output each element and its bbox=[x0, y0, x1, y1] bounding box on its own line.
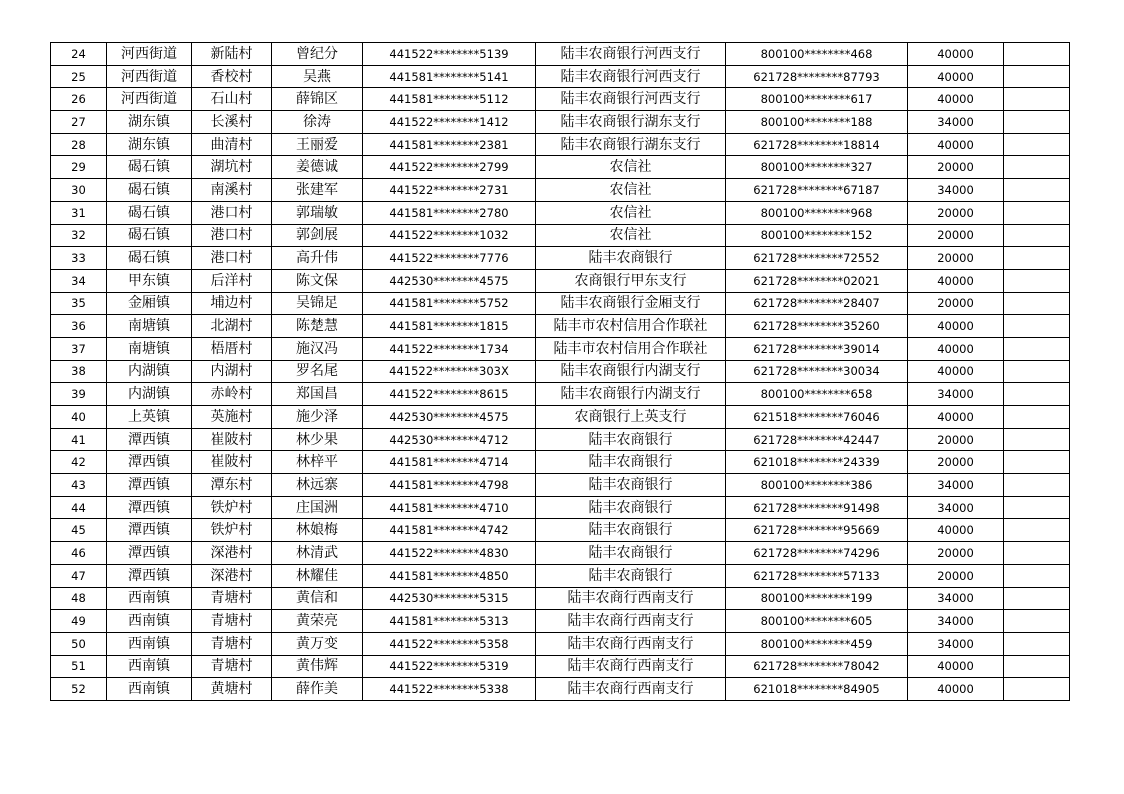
row-index-cell[interactable]: 26 bbox=[51, 88, 107, 111]
town-cell[interactable]: 南塘镇 bbox=[107, 337, 192, 360]
table-row bbox=[51, 179, 1070, 202]
id-number-cell[interactable]: 441581********4710 bbox=[363, 496, 536, 519]
village-cell[interactable]: 后洋村 bbox=[192, 269, 272, 292]
id-number-cell[interactable]: 441581********5752 bbox=[363, 292, 536, 315]
amount-cell[interactable]: 34000 bbox=[908, 496, 1004, 519]
bank-cell[interactable]: 农信社 bbox=[536, 179, 726, 202]
note-cell[interactable] bbox=[1004, 655, 1070, 678]
id-number-cell[interactable]: 441581********4742 bbox=[363, 519, 536, 542]
village-cell[interactable]: 石山村 bbox=[192, 88, 272, 111]
village-cell[interactable]: 南溪村 bbox=[192, 179, 272, 202]
note-cell[interactable] bbox=[1004, 337, 1070, 360]
town-cell[interactable]: 碣石镇 bbox=[107, 224, 192, 247]
town-cell[interactable]: 碣石镇 bbox=[107, 247, 192, 270]
table-row bbox=[51, 564, 1070, 587]
account-cell[interactable]: 621728********39014 bbox=[726, 337, 908, 360]
name-cell[interactable]: 吴燕 bbox=[272, 65, 363, 88]
town-cell[interactable]: 潭西镇 bbox=[107, 451, 192, 474]
row-index-cell[interactable]: 24 bbox=[51, 43, 107, 66]
account-cell[interactable]: 800100********968 bbox=[726, 201, 908, 224]
amount-cell[interactable]: 40000 bbox=[908, 88, 1004, 111]
amount-cell[interactable]: 34000 bbox=[908, 383, 1004, 406]
name-cell[interactable]: 陈楚慧 bbox=[272, 315, 363, 338]
table-row bbox=[51, 337, 1070, 360]
row-index-cell[interactable]: 38 bbox=[51, 360, 107, 383]
amount-cell[interactable]: 34000 bbox=[908, 179, 1004, 202]
note-cell[interactable] bbox=[1004, 360, 1070, 383]
village-cell[interactable]: 青塘村 bbox=[192, 587, 272, 610]
table-row bbox=[51, 587, 1070, 610]
amount-cell[interactable]: 40000 bbox=[908, 133, 1004, 156]
bank-cell[interactable]: 陆丰农商银行内湖支行 bbox=[536, 360, 726, 383]
note-cell[interactable] bbox=[1004, 542, 1070, 565]
row-index-cell[interactable]: 52 bbox=[51, 678, 107, 701]
village-cell[interactable]: 潭东村 bbox=[192, 474, 272, 497]
town-cell[interactable]: 河西街道 bbox=[107, 43, 192, 66]
village-cell[interactable]: 港口村 bbox=[192, 224, 272, 247]
village-cell[interactable]: 英施村 bbox=[192, 406, 272, 429]
table-row bbox=[51, 678, 1070, 701]
bank-cell[interactable]: 陆丰市农村信用合作联社 bbox=[536, 337, 726, 360]
note-cell[interactable] bbox=[1004, 269, 1070, 292]
table-row bbox=[51, 247, 1070, 270]
note-cell[interactable] bbox=[1004, 65, 1070, 88]
amount-cell[interactable]: 40000 bbox=[908, 337, 1004, 360]
note-cell[interactable] bbox=[1004, 632, 1070, 655]
bank-cell[interactable]: 陆丰农商银行湖东支行 bbox=[536, 111, 726, 134]
bank-cell[interactable]: 陆丰农商银行河西支行 bbox=[536, 65, 726, 88]
bank-cell[interactable]: 陆丰农商行西南支行 bbox=[536, 655, 726, 678]
town-cell[interactable]: 潭西镇 bbox=[107, 564, 192, 587]
amount-cell[interactable]: 40000 bbox=[908, 360, 1004, 383]
id-number-cell[interactable]: 441522********2731 bbox=[363, 179, 536, 202]
id-number-cell[interactable]: 441522********5319 bbox=[363, 655, 536, 678]
name-cell[interactable]: 曾纪分 bbox=[272, 43, 363, 66]
amount-cell[interactable]: 34000 bbox=[908, 632, 1004, 655]
town-cell[interactable]: 内湖镇 bbox=[107, 360, 192, 383]
town-cell[interactable]: 潭西镇 bbox=[107, 474, 192, 497]
name-cell[interactable]: 林清武 bbox=[272, 542, 363, 565]
village-cell[interactable]: 铁炉村 bbox=[192, 496, 272, 519]
name-cell[interactable]: 郑国昌 bbox=[272, 383, 363, 406]
name-cell[interactable]: 林远寨 bbox=[272, 474, 363, 497]
table-row bbox=[51, 65, 1070, 88]
id-number-cell[interactable]: 441581********2381 bbox=[363, 133, 536, 156]
row-index-cell[interactable]: 36 bbox=[51, 315, 107, 338]
town-cell[interactable]: 西南镇 bbox=[107, 610, 192, 633]
account-cell[interactable]: 621728********42447 bbox=[726, 428, 908, 451]
table-row bbox=[51, 292, 1070, 315]
village-cell[interactable]: 港口村 bbox=[192, 201, 272, 224]
row-index-cell[interactable]: 44 bbox=[51, 496, 107, 519]
note-cell[interactable] bbox=[1004, 406, 1070, 429]
id-number-cell[interactable]: 441522********5338 bbox=[363, 678, 536, 701]
table-row bbox=[51, 111, 1070, 134]
row-index-cell[interactable]: 33 bbox=[51, 247, 107, 270]
village-cell[interactable]: 深港村 bbox=[192, 542, 272, 565]
table-row bbox=[51, 360, 1070, 383]
account-cell[interactable]: 621728********72552 bbox=[726, 247, 908, 270]
note-cell[interactable] bbox=[1004, 587, 1070, 610]
village-cell[interactable]: 黄塘村 bbox=[192, 678, 272, 701]
town-cell[interactable]: 碣石镇 bbox=[107, 156, 192, 179]
id-number-cell[interactable]: 441581********4714 bbox=[363, 451, 536, 474]
village-cell[interactable]: 新陆村 bbox=[192, 43, 272, 66]
row-index-cell[interactable]: 32 bbox=[51, 224, 107, 247]
amount-cell[interactable]: 40000 bbox=[908, 315, 1004, 338]
name-cell[interactable]: 王丽爱 bbox=[272, 133, 363, 156]
amount-cell[interactable]: 40000 bbox=[908, 406, 1004, 429]
note-cell[interactable] bbox=[1004, 610, 1070, 633]
village-cell[interactable]: 埔边村 bbox=[192, 292, 272, 315]
id-number-cell[interactable]: 441581********5141 bbox=[363, 65, 536, 88]
note-cell[interactable] bbox=[1004, 247, 1070, 270]
village-cell[interactable]: 崔陂村 bbox=[192, 451, 272, 474]
amount-cell[interactable]: 40000 bbox=[908, 655, 1004, 678]
row-index-cell[interactable]: 37 bbox=[51, 337, 107, 360]
bank-cell[interactable]: 陆丰农商银行 bbox=[536, 451, 726, 474]
village-cell[interactable]: 铁炉村 bbox=[192, 519, 272, 542]
id-number-cell[interactable]: 442530********5315 bbox=[363, 587, 536, 610]
name-cell[interactable]: 施少泽 bbox=[272, 406, 363, 429]
bank-cell[interactable]: 陆丰农商银行河西支行 bbox=[536, 43, 726, 66]
amount-cell[interactable]: 20000 bbox=[908, 156, 1004, 179]
name-cell[interactable]: 吴锦足 bbox=[272, 292, 363, 315]
bank-cell[interactable]: 陆丰农商银行 bbox=[536, 474, 726, 497]
bank-cell[interactable]: 陆丰农商银行 bbox=[536, 496, 726, 519]
id-number-cell[interactable]: 441581********2780 bbox=[363, 201, 536, 224]
row-index-cell[interactable]: 40 bbox=[51, 406, 107, 429]
row-index-cell[interactable]: 46 bbox=[51, 542, 107, 565]
note-cell[interactable] bbox=[1004, 43, 1070, 66]
id-number-cell[interactable]: 441581********4850 bbox=[363, 564, 536, 587]
note-cell[interactable] bbox=[1004, 315, 1070, 338]
account-cell[interactable]: 621728********30034 bbox=[726, 360, 908, 383]
note-cell[interactable] bbox=[1004, 292, 1070, 315]
row-index-cell[interactable]: 28 bbox=[51, 133, 107, 156]
table-row bbox=[51, 542, 1070, 565]
row-index-cell[interactable]: 43 bbox=[51, 474, 107, 497]
id-number-cell[interactable]: 441522********5139 bbox=[363, 43, 536, 66]
amount-cell[interactable]: 20000 bbox=[908, 247, 1004, 270]
name-cell[interactable]: 徐涛 bbox=[272, 111, 363, 134]
amount-cell[interactable]: 40000 bbox=[908, 678, 1004, 701]
account-cell[interactable]: 621728********02021 bbox=[726, 269, 908, 292]
town-cell[interactable]: 潭西镇 bbox=[107, 496, 192, 519]
name-cell[interactable]: 薛锦区 bbox=[272, 88, 363, 111]
amount-cell[interactable]: 20000 bbox=[908, 224, 1004, 247]
account-cell[interactable]: 621018********24339 bbox=[726, 451, 908, 474]
id-number-cell[interactable]: 442530********4575 bbox=[363, 406, 536, 429]
name-cell[interactable]: 陈文保 bbox=[272, 269, 363, 292]
table-row bbox=[51, 383, 1070, 406]
town-cell[interactable]: 河西街道 bbox=[107, 65, 192, 88]
town-cell[interactable]: 碣石镇 bbox=[107, 179, 192, 202]
account-cell[interactable]: 800100********658 bbox=[726, 383, 908, 406]
note-cell[interactable] bbox=[1004, 451, 1070, 474]
bank-cell[interactable]: 陆丰农商银行 bbox=[536, 542, 726, 565]
town-cell[interactable]: 湖东镇 bbox=[107, 111, 192, 134]
table-row bbox=[51, 428, 1070, 451]
village-cell[interactable]: 内湖村 bbox=[192, 360, 272, 383]
note-cell[interactable] bbox=[1004, 201, 1070, 224]
table-row bbox=[51, 269, 1070, 292]
town-cell[interactable]: 南塘镇 bbox=[107, 315, 192, 338]
table-row bbox=[51, 406, 1070, 429]
bank-cell[interactable]: 陆丰农商银行河西支行 bbox=[536, 88, 726, 111]
village-cell[interactable]: 青塘村 bbox=[192, 655, 272, 678]
bank-cell[interactable]: 农信社 bbox=[536, 156, 726, 179]
amount-cell[interactable]: 40000 bbox=[908, 269, 1004, 292]
amount-cell[interactable]: 40000 bbox=[908, 43, 1004, 66]
village-cell[interactable]: 港口村 bbox=[192, 247, 272, 270]
town-cell[interactable]: 西南镇 bbox=[107, 587, 192, 610]
account-cell[interactable]: 800100********327 bbox=[726, 156, 908, 179]
name-cell[interactable]: 黄伟辉 bbox=[272, 655, 363, 678]
row-index-cell[interactable]: 31 bbox=[51, 201, 107, 224]
table-row bbox=[51, 88, 1070, 111]
amount-cell[interactable]: 34000 bbox=[908, 111, 1004, 134]
row-index-cell[interactable]: 41 bbox=[51, 428, 107, 451]
row-index-cell[interactable]: 45 bbox=[51, 519, 107, 542]
id-number-cell[interactable]: 441581********5313 bbox=[363, 610, 536, 633]
amount-cell[interactable]: 20000 bbox=[908, 428, 1004, 451]
name-cell[interactable]: 林耀佳 bbox=[272, 564, 363, 587]
bank-cell[interactable]: 陆丰农商行西南支行 bbox=[536, 610, 726, 633]
bank-cell[interactable]: 陆丰农商行西南支行 bbox=[536, 678, 726, 701]
town-cell[interactable]: 上英镇 bbox=[107, 406, 192, 429]
town-cell[interactable]: 河西街道 bbox=[107, 88, 192, 111]
id-number-cell[interactable]: 441522********5358 bbox=[363, 632, 536, 655]
row-index-cell[interactable]: 50 bbox=[51, 632, 107, 655]
name-cell[interactable]: 罗名尾 bbox=[272, 360, 363, 383]
account-cell[interactable]: 800100********605 bbox=[726, 610, 908, 633]
village-cell[interactable]: 湖坑村 bbox=[192, 156, 272, 179]
amount-cell[interactable]: 20000 bbox=[908, 564, 1004, 587]
id-number-cell[interactable]: 441522********1032 bbox=[363, 224, 536, 247]
note-cell[interactable] bbox=[1004, 111, 1070, 134]
bank-cell[interactable]: 农商银行甲东支行 bbox=[536, 269, 726, 292]
town-cell[interactable]: 潭西镇 bbox=[107, 542, 192, 565]
bank-cell[interactable]: 陆丰农商银行湖东支行 bbox=[536, 133, 726, 156]
row-index-cell[interactable]: 49 bbox=[51, 610, 107, 633]
table-row bbox=[51, 632, 1070, 655]
bank-cell[interactable]: 陆丰农商银行金厢支行 bbox=[536, 292, 726, 315]
village-cell[interactable]: 青塘村 bbox=[192, 610, 272, 633]
account-cell[interactable]: 621728********74296 bbox=[726, 542, 908, 565]
bank-cell[interactable]: 农商银行上英支行 bbox=[536, 406, 726, 429]
row-index-cell[interactable]: 34 bbox=[51, 269, 107, 292]
row-index-cell[interactable]: 25 bbox=[51, 65, 107, 88]
account-cell[interactable]: 621728********35260 bbox=[726, 315, 908, 338]
bank-cell[interactable]: 农信社 bbox=[536, 201, 726, 224]
account-cell[interactable]: 621518********76046 bbox=[726, 406, 908, 429]
row-index-cell[interactable]: 29 bbox=[51, 156, 107, 179]
account-cell[interactable]: 800100********459 bbox=[726, 632, 908, 655]
bank-cell[interactable]: 陆丰农商银行 bbox=[536, 247, 726, 270]
amount-cell[interactable]: 34000 bbox=[908, 610, 1004, 633]
row-index-cell[interactable]: 30 bbox=[51, 179, 107, 202]
account-cell[interactable]: 621728********87793 bbox=[726, 65, 908, 88]
table-row bbox=[51, 655, 1070, 678]
village-cell[interactable]: 梧厝村 bbox=[192, 337, 272, 360]
spreadsheet-table bbox=[50, 42, 1070, 701]
name-cell[interactable]: 林娘梅 bbox=[272, 519, 363, 542]
name-cell[interactable]: 施汉冯 bbox=[272, 337, 363, 360]
id-number-cell[interactable]: 442530********4712 bbox=[363, 428, 536, 451]
id-number-cell[interactable]: 441522********8615 bbox=[363, 383, 536, 406]
id-number-cell[interactable]: 441522********303X bbox=[363, 360, 536, 383]
table-row bbox=[51, 474, 1070, 497]
town-cell[interactable]: 金厢镇 bbox=[107, 292, 192, 315]
account-cell[interactable]: 800100********386 bbox=[726, 474, 908, 497]
name-cell[interactable]: 黄信和 bbox=[272, 587, 363, 610]
note-cell[interactable] bbox=[1004, 519, 1070, 542]
name-cell[interactable]: 高升伟 bbox=[272, 247, 363, 270]
town-cell[interactable]: 西南镇 bbox=[107, 678, 192, 701]
amount-cell[interactable]: 20000 bbox=[908, 201, 1004, 224]
account-cell[interactable]: 621728********18814 bbox=[726, 133, 908, 156]
note-cell[interactable] bbox=[1004, 179, 1070, 202]
account-cell[interactable]: 800100********468 bbox=[726, 43, 908, 66]
id-number-cell[interactable]: 441581********1815 bbox=[363, 315, 536, 338]
village-cell[interactable]: 曲清村 bbox=[192, 133, 272, 156]
town-cell[interactable]: 内湖镇 bbox=[107, 383, 192, 406]
id-number-cell[interactable]: 441522********4830 bbox=[363, 542, 536, 565]
name-cell[interactable]: 薛作美 bbox=[272, 678, 363, 701]
bank-cell[interactable]: 农信社 bbox=[536, 224, 726, 247]
amount-cell[interactable]: 40000 bbox=[908, 519, 1004, 542]
bank-cell[interactable]: 陆丰农商银行 bbox=[536, 428, 726, 451]
name-cell[interactable]: 郭瑞敏 bbox=[272, 201, 363, 224]
table-row bbox=[51, 451, 1070, 474]
account-cell[interactable]: 621728********57133 bbox=[726, 564, 908, 587]
account-cell[interactable]: 621728********28407 bbox=[726, 292, 908, 315]
table-row bbox=[51, 201, 1070, 224]
note-cell[interactable] bbox=[1004, 383, 1070, 406]
note-cell[interactable] bbox=[1004, 88, 1070, 111]
town-cell[interactable]: 湖东镇 bbox=[107, 133, 192, 156]
note-cell[interactable] bbox=[1004, 564, 1070, 587]
town-cell[interactable]: 潭西镇 bbox=[107, 428, 192, 451]
amount-cell[interactable]: 34000 bbox=[908, 587, 1004, 610]
note-cell[interactable] bbox=[1004, 678, 1070, 701]
bank-cell[interactable]: 陆丰市农村信用合作联社 bbox=[536, 315, 726, 338]
id-number-cell[interactable]: 441522********1412 bbox=[363, 111, 536, 134]
bank-cell[interactable]: 陆丰农商银行 bbox=[536, 564, 726, 587]
account-cell[interactable]: 800100********188 bbox=[726, 111, 908, 134]
town-cell[interactable]: 碣石镇 bbox=[107, 201, 192, 224]
note-cell[interactable] bbox=[1004, 224, 1070, 247]
name-cell[interactable]: 庄国洲 bbox=[272, 496, 363, 519]
table-row bbox=[51, 43, 1070, 66]
table-row bbox=[51, 610, 1070, 633]
town-cell[interactable]: 甲东镇 bbox=[107, 269, 192, 292]
row-index-cell[interactable]: 35 bbox=[51, 292, 107, 315]
table-row bbox=[51, 519, 1070, 542]
id-number-cell[interactable]: 442530********4575 bbox=[363, 269, 536, 292]
bank-cell[interactable]: 陆丰农商行西南支行 bbox=[536, 587, 726, 610]
village-cell[interactable]: 北湖村 bbox=[192, 315, 272, 338]
row-index-cell[interactable]: 48 bbox=[51, 587, 107, 610]
village-cell[interactable]: 青塘村 bbox=[192, 632, 272, 655]
name-cell[interactable]: 张建军 bbox=[272, 179, 363, 202]
note-cell[interactable] bbox=[1004, 133, 1070, 156]
table-row bbox=[51, 156, 1070, 179]
bank-cell[interactable]: 陆丰农商银行 bbox=[536, 519, 726, 542]
village-cell[interactable]: 赤岭村 bbox=[192, 383, 272, 406]
table-body bbox=[51, 43, 1070, 701]
village-cell[interactable]: 崔陂村 bbox=[192, 428, 272, 451]
row-index-cell[interactable]: 39 bbox=[51, 383, 107, 406]
amount-cell[interactable]: 20000 bbox=[908, 292, 1004, 315]
note-cell[interactable] bbox=[1004, 496, 1070, 519]
town-cell[interactable]: 潭西镇 bbox=[107, 519, 192, 542]
amount-cell[interactable]: 34000 bbox=[908, 474, 1004, 497]
name-cell[interactable]: 林少果 bbox=[272, 428, 363, 451]
amount-cell[interactable]: 20000 bbox=[908, 451, 1004, 474]
village-cell[interactable]: 长溪村 bbox=[192, 111, 272, 134]
village-cell[interactable]: 香校村 bbox=[192, 65, 272, 88]
row-index-cell[interactable]: 51 bbox=[51, 655, 107, 678]
name-cell[interactable]: 黄荣亮 bbox=[272, 610, 363, 633]
account-cell[interactable]: 800100********617 bbox=[726, 88, 908, 111]
account-cell[interactable]: 800100********152 bbox=[726, 224, 908, 247]
table-row bbox=[51, 496, 1070, 519]
row-index-cell[interactable]: 27 bbox=[51, 111, 107, 134]
table-row bbox=[51, 315, 1070, 338]
table-row bbox=[51, 133, 1070, 156]
note-cell[interactable] bbox=[1004, 156, 1070, 179]
bank-cell[interactable]: 陆丰农商行西南支行 bbox=[536, 632, 726, 655]
id-number-cell[interactable]: 441522********2799 bbox=[363, 156, 536, 179]
bank-cell[interactable]: 陆丰农商银行内湖支行 bbox=[536, 383, 726, 406]
name-cell[interactable]: 林梓平 bbox=[272, 451, 363, 474]
village-cell[interactable]: 深港村 bbox=[192, 564, 272, 587]
account-cell[interactable]: 621018********84905 bbox=[726, 678, 908, 701]
id-number-cell[interactable]: 441522********1734 bbox=[363, 337, 536, 360]
name-cell[interactable]: 姜德诚 bbox=[272, 156, 363, 179]
account-cell[interactable]: 621728********67187 bbox=[726, 179, 908, 202]
town-cell[interactable]: 西南镇 bbox=[107, 655, 192, 678]
amount-cell[interactable]: 20000 bbox=[908, 542, 1004, 565]
row-index-cell[interactable]: 42 bbox=[51, 451, 107, 474]
name-cell[interactable]: 黄万变 bbox=[272, 632, 363, 655]
name-cell[interactable]: 郭剑展 bbox=[272, 224, 363, 247]
row-index-cell[interactable]: 47 bbox=[51, 564, 107, 587]
account-cell[interactable]: 800100********199 bbox=[726, 587, 908, 610]
note-cell[interactable] bbox=[1004, 428, 1070, 451]
table-row bbox=[51, 224, 1070, 247]
town-cell[interactable]: 西南镇 bbox=[107, 632, 192, 655]
account-cell[interactable]: 621728********91498 bbox=[726, 496, 908, 519]
id-number-cell[interactable]: 441581********5112 bbox=[363, 88, 536, 111]
id-number-cell[interactable]: 441581********4798 bbox=[363, 474, 536, 497]
account-cell[interactable]: 621728********95669 bbox=[726, 519, 908, 542]
account-cell[interactable]: 621728********78042 bbox=[726, 655, 908, 678]
note-cell[interactable] bbox=[1004, 474, 1070, 497]
id-number-cell[interactable]: 441522********7776 bbox=[363, 247, 536, 270]
amount-cell[interactable]: 40000 bbox=[908, 65, 1004, 88]
